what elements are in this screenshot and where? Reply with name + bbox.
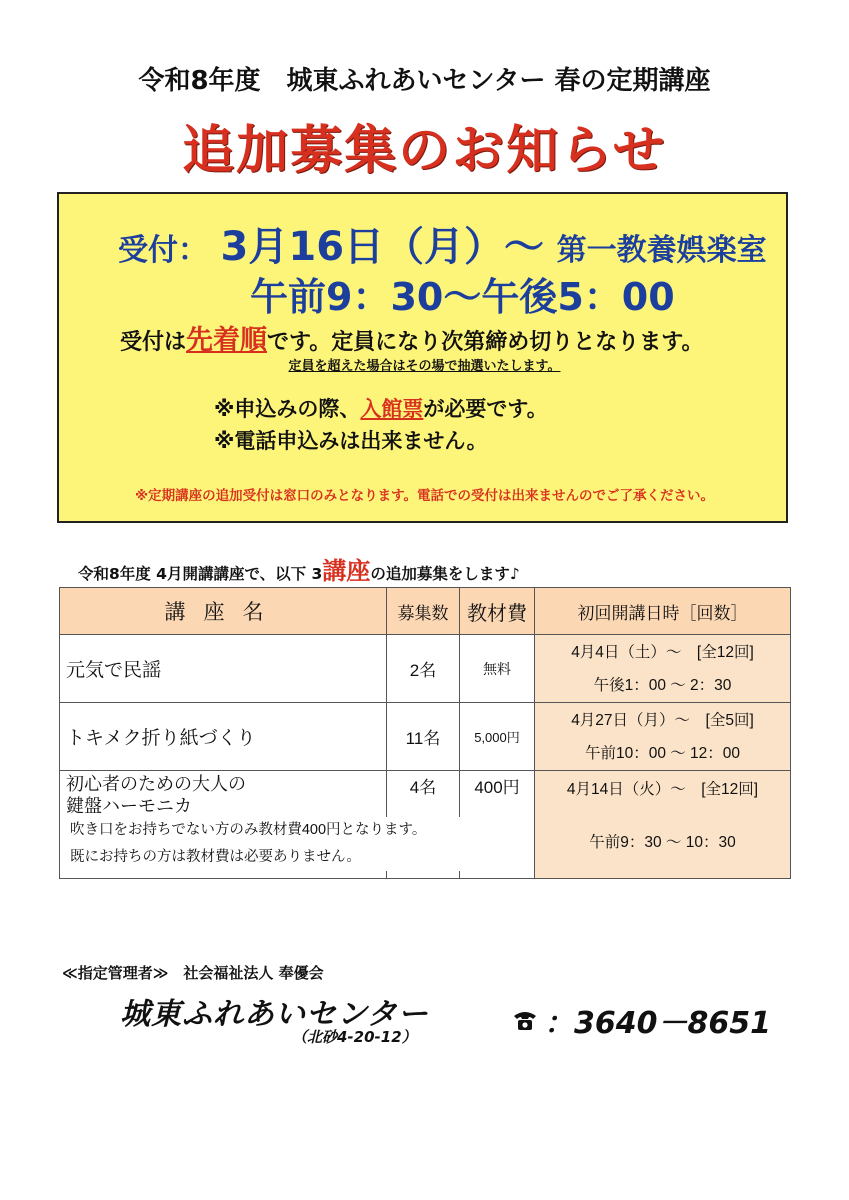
course-fee-note-line2: 既にお持ちの方は教材費は必要ありません。: [70, 849, 361, 865]
ticket-note: [214, 393, 548, 423]
manager-label: ≪指定管理者≫ 社会福祉法人 奉優会: [62, 964, 324, 982]
course-fee-note: [64, 817, 524, 871]
course-fee: 400円: [460, 771, 535, 879]
schedule-time: 午後1：00 ～ 2：30: [593, 676, 732, 694]
course-capacity: 11名: [387, 703, 460, 771]
reception-time: 午前9：30～午後5：00: [250, 275, 675, 319]
course-schedule: [535, 771, 791, 879]
course-fee: 5,000円: [460, 703, 535, 771]
schedule-date: 4月27日（月）～ [全5回]: [571, 711, 754, 729]
table-row: [60, 635, 791, 703]
page-title: 追加募集のお知らせ: [182, 121, 667, 181]
course-name: トキメク折り紙づくり: [60, 703, 387, 771]
course-name-line1: 初心者のための大人の: [66, 774, 246, 794]
table-header-row: [60, 588, 791, 635]
course-schedule: [535, 635, 791, 703]
header-capacity: 募集数: [387, 588, 460, 635]
table-row: [60, 703, 791, 771]
schedule-date: 4月14日（火）～ [全12回]: [566, 781, 759, 798]
organization-address: （北砂4-20-12）: [292, 1028, 417, 1046]
course-fee-note-line1: 吹き口をお持ちでない方のみ教材費400円となります。: [70, 822, 427, 838]
first-come-emph: 先着順: [186, 325, 268, 356]
phone-number: ：3640－8651: [544, 1006, 771, 1041]
phone-icon: [512, 1009, 538, 1031]
first-come-note: [120, 318, 704, 357]
course-name-line2: 鍵盤ハーモニカ: [66, 796, 192, 816]
subtitle: 令和8年度 城東ふれあいセンター 春の定期講座: [138, 66, 711, 96]
first-come-suffix: です。定員になり次第締め切りとなります。: [267, 330, 704, 355]
schedule-date: 4月4日（土）～ [全12回]: [571, 643, 754, 661]
intro-suffix: の追加募集をします♪: [370, 565, 520, 583]
first-come-prefix: 受付は: [120, 330, 187, 355]
phone-contact: [512, 998, 771, 1042]
ticket-suffix: が必要です。: [423, 397, 548, 421]
reception-room: 第一教養娯楽室: [556, 233, 767, 268]
reception-line: [118, 215, 767, 272]
ticket-emph: 入館票: [360, 397, 424, 421]
schedule-time: 午前9：30 ～ 10：30: [589, 834, 736, 851]
intro-emph: 講座: [322, 557, 371, 585]
course-fee: 無料: [460, 635, 535, 703]
no-phone-note: ※電話申込みは出来ません。: [214, 429, 488, 453]
intro-text: [78, 551, 520, 586]
header-course-name: 講座名: [60, 588, 387, 635]
intro-prefix: 令和8年度 4月開講講座で、以下 3: [78, 565, 323, 583]
header-fee: 教材費: [460, 588, 535, 635]
reception-label: 受付：: [118, 233, 208, 268]
course-capacity: 4名: [387, 771, 460, 879]
schedule-time: 午前10：00 ～ 12：00: [584, 744, 741, 762]
ticket-prefix: ※申込みの際、: [214, 397, 361, 421]
course-schedule: [535, 703, 791, 771]
lottery-note: 定員を超えた場合はその場で抽選いたします。: [288, 359, 561, 374]
header-schedule: 初回開講日時［回数］: [535, 588, 791, 635]
organization-name: 城東ふれあいセンター: [120, 997, 429, 1032]
course-capacity: 2名: [387, 635, 460, 703]
counter-only-note: ※定期講座の追加受付は窓口のみとなります。電話での受付は出来ませんのでご了承ください。: [134, 488, 715, 504]
course-name: 元気で民謡: [60, 635, 387, 703]
reception-date: 3月16日（月）～: [220, 224, 545, 270]
